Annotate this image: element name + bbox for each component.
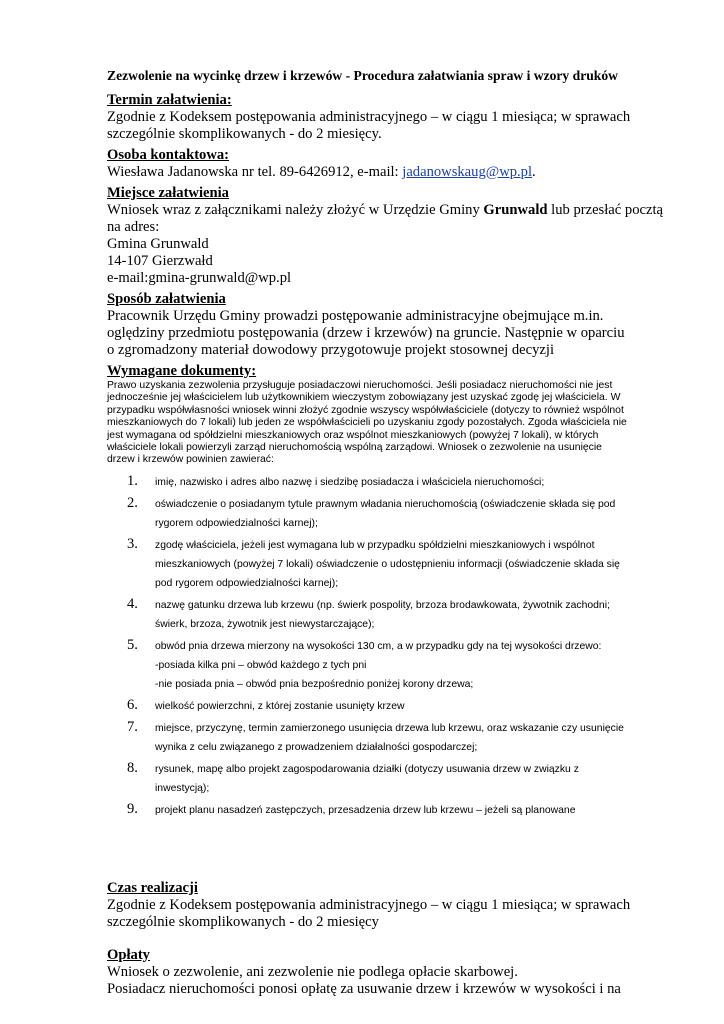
list-item-line: rygorem odpowiedzialności karnej); <box>155 517 318 529</box>
miejsce-bold-grunwald: Grunwald <box>483 202 548 218</box>
document-page <box>107 67 667 1002</box>
list-item <box>107 596 667 634</box>
section-sposob <box>107 291 667 359</box>
wymagane-line: właściciele lokali powierzyli zarząd nieruchomością wspólną zarządowi. Wniosek o zezwolenie na usunięcie <box>107 442 602 454</box>
list-item-number: 3. <box>127 535 138 552</box>
list-item <box>107 697 667 716</box>
section-osoba <box>107 147 667 181</box>
list-item-line: wielkość powierzchni, z której zostanie usunięty krzew <box>155 700 405 712</box>
list-item <box>107 760 667 798</box>
section-czas <box>107 880 667 931</box>
address-line: Gmina Grunwald <box>107 236 209 252</box>
list-item-text <box>155 719 667 757</box>
list-item-number: 6. <box>127 696 138 713</box>
list-item-line: pod rygorem odpowiedzialności karnej); <box>155 577 339 589</box>
list-item-line: oświadczenie o posiadanym tytule prawnym władania nieruchomością (oświadczenie składa się pod <box>155 498 616 510</box>
list-item-text <box>155 801 667 820</box>
osoba-text-before: Wiesława Jadanowska nr tel. 89-6426912, e-mail: <box>107 164 403 180</box>
list-item-number: 8. <box>127 759 138 776</box>
sposob-text <box>107 308 667 359</box>
list-item-line: obwód pnia drzewa mierzony na wysokości 130 cm, a w przypadku gdy na tej wysokości drzewo: <box>155 640 602 652</box>
list-item-number: 9. <box>127 800 138 817</box>
wymagane-line: drzew i krzewów powinien zawierać: <box>107 454 274 466</box>
section-oplaty <box>107 947 667 998</box>
list-item-line: -posiada kilka pni – obwód każdego z tych pni <box>155 659 367 671</box>
miejsce-text-after: lub przesłać pocztą na adres: <box>107 202 663 235</box>
wymagane-line: przypadku współwłasności wniosek winni złożyć zgodnie wszyscy współwłaściciele (dotyczy to również wspólnot <box>107 404 624 416</box>
list-item-number: 2. <box>127 494 138 511</box>
wymagane-line: jednocześnie jej właścicielem lub użytkownikiem wieczystym zobowiązany jest uzyskać zgodę jej właściciela. W <box>107 392 621 404</box>
list-item-text <box>155 697 667 716</box>
address-line: 14-107 Gierzwałd <box>107 253 213 269</box>
list-item-line: świerk, brzoza, żywotnik jest niewystarczające); <box>155 618 375 630</box>
list-item-number: 1. <box>127 472 138 489</box>
list-item-text <box>155 760 667 798</box>
list-item-text <box>155 495 667 533</box>
section-termin <box>107 92 667 143</box>
miejsce-text <box>107 202 667 236</box>
czas-line: szczególnie skomplikowanych - do 2 miesięcy <box>107 913 379 930</box>
list-item-line: rysunek, mapę albo projekt zagospodarowania działki (dotyczy usuwania drzew w związku z <box>155 763 579 775</box>
list-item-line: inwestycją); <box>155 782 210 794</box>
oplaty-heading: Opłaty <box>107 946 150 963</box>
section-miejsce <box>107 185 667 287</box>
sposob-line: o zgromadzony materiał dowodowy przygotowuje projekt stosownej decyzji <box>107 342 555 358</box>
list-item-number: 4. <box>127 595 138 612</box>
osoba-heading: Osoba kontaktowa: <box>107 147 230 163</box>
list-item-line: wynika z celu związanego z prowadzeniem działalności gospodarczej; <box>155 741 478 753</box>
wymagane-line: mieszkaniowych do 7 lokali) lub jeden ze współwłaścicieli po uzyskaniu zgody pozostałych. Zgoda właściciela nie <box>107 417 627 429</box>
oplaty-text <box>107 964 667 998</box>
osoba-text <box>107 164 667 181</box>
list-item <box>107 495 667 533</box>
list-item-line: zgodę właściciela, jeżeli jest wymagana lub w przypadku spółdzielni mieszkaniowych i wspólnot <box>155 539 595 551</box>
czas-heading: Czas realizacji <box>107 879 198 896</box>
sposob-line: oględziny przedmiotu postępowania (drzew i krzewów) na gruncie. Następnie w oparciu <box>107 325 625 341</box>
wymagane-line: jest wymagana od spółdzielni mieszkaniowych oraz wspólnot mieszkaniowych (powyżej 7 lokali), w których <box>107 429 599 441</box>
list-item-text <box>155 473 667 492</box>
contact-email-link[interactable]: jadanowskaug@wp.pl <box>402 164 533 180</box>
miejsce-heading: Miejsce załatwienia <box>107 185 229 201</box>
list-item-text <box>155 637 667 694</box>
document-title: Zezwolenie na wycinkę drzew i krzewów - Procedura załatwiania spraw i wzory druków <box>107 68 618 83</box>
czas-line: Zgodnie z Kodeksem postępowania administracyjnego – w ciągu 1 miesiąca; w sprawach <box>107 896 631 913</box>
list-item <box>107 719 667 757</box>
termin-text: Zgodnie z Kodeksem postępowania administracyjnego – w ciągu 1 miesiąca; w sprawach szczególnie skomplikowanych - do 2 miesięcy. <box>107 109 631 142</box>
sposob-line: Pracownik Urzędu Gminy prowadzi postępowanie administracyjne obejmujące m.in. <box>107 308 604 324</box>
czas-text <box>107 897 667 931</box>
oplaty-line: Posiadacz nieruchomości ponosi opłatę za usuwanie drzew i krzewów w wysokości i na <box>107 980 621 997</box>
wymagane-intro <box>107 380 667 467</box>
address-line: e-mail:gmina-grunwald@wp.pl <box>107 270 292 286</box>
list-item-text <box>155 596 667 634</box>
list-item-number: 7. <box>127 718 138 735</box>
list-item-line: miejsce, przyczynę, termin zamierzonego usunięcia drzewa lub krzewu, oraz wskazanie czy usunięcie <box>155 722 624 734</box>
list-item-text <box>155 536 667 593</box>
section-wymagane <box>107 363 667 820</box>
list-item-line: mieszkaniowych (powyżej 7 lokali) oświadczenie o udostępnieniu informacji (oświadczenie składa się <box>155 558 620 570</box>
list-item <box>107 536 667 593</box>
list-item-line: nazwę gatunku drzewa lub krzewu (np. świerk pospolity, brzoza brodawkowata, żywotnik zachodni; <box>155 599 610 611</box>
list-item-line: imię, nazwisko i adres albo nazwę i siedzibę posiadacza i właściciela nieruchomości; <box>155 476 545 488</box>
osoba-text-after: . <box>532 164 536 180</box>
wymagane-heading: Wymagane dokumenty: <box>107 363 257 379</box>
list-item <box>107 473 667 492</box>
list-item <box>107 637 667 694</box>
list-item-line: -nie posiada pnia – obwód pnia bezpośrednio poniżej korony drzewa; <box>155 678 474 690</box>
sposob-heading: Sposób załatwienia <box>107 291 226 307</box>
oplaty-line: Wniosek o zezwolenie, ani zezwolenie nie podlega opłacie skarbowej. <box>107 963 518 980</box>
miejsce-text-before: Wniosek wraz z załącznikami należy złożyć w Urzędzie Gminy <box>107 202 484 218</box>
list-item-line: projekt planu nasadzeń zastępczych, przesadzenia drzew lub krzewu – jeżeli są planowane <box>155 804 576 816</box>
wymagane-line: Prawo uzyskania zezwolenia przysługuje posiadaczowi nieruchomości. Jeśli posiadacz nieruchomości nie jest <box>107 380 613 391</box>
required-documents-list <box>107 473 667 820</box>
spacer <box>107 935 667 947</box>
termin-heading: Termin załatwienia: <box>107 92 232 108</box>
list-item-number: 5. <box>127 636 138 653</box>
spacer <box>107 824 667 880</box>
list-item <box>107 801 667 820</box>
